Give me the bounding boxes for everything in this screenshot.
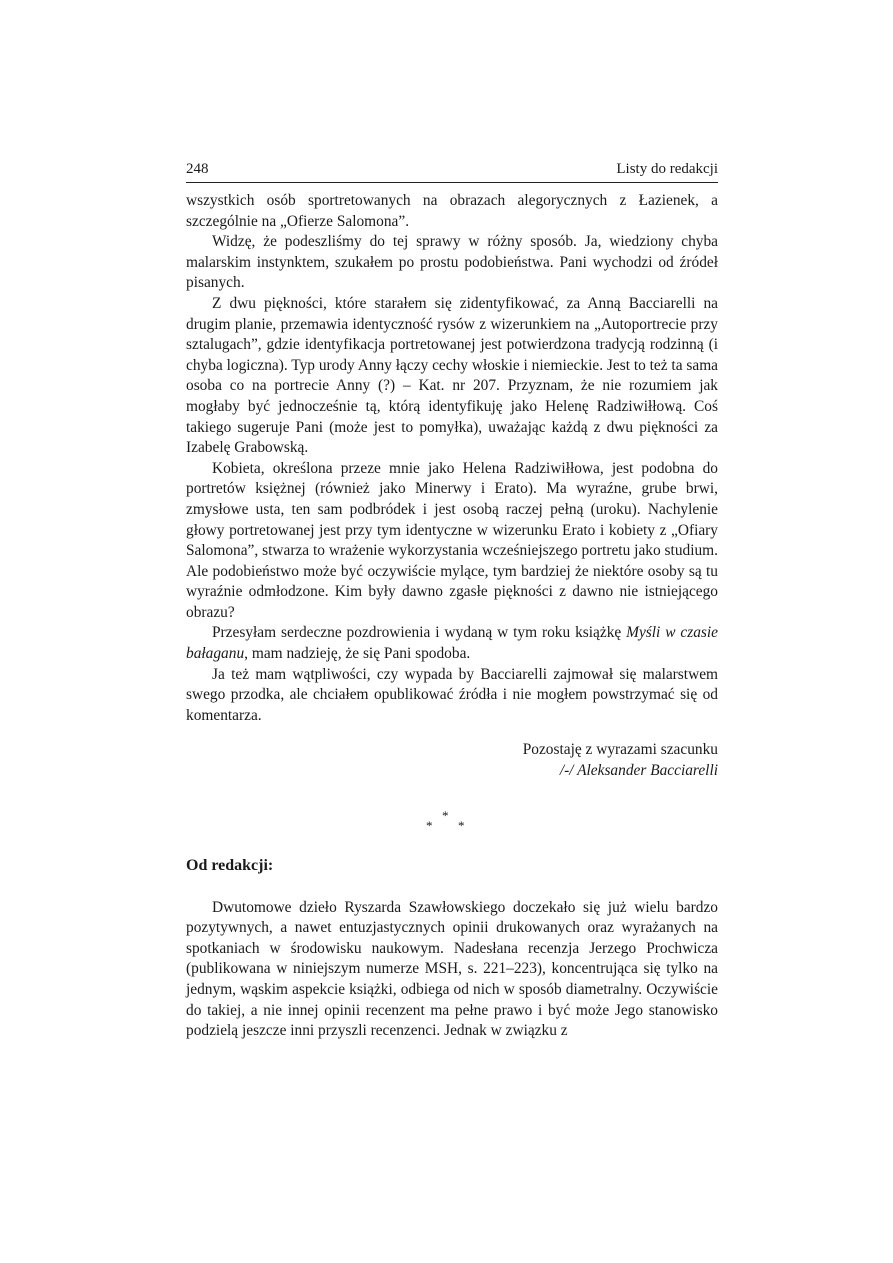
asterisk-left: * bbox=[426, 817, 433, 833]
running-title: Listy do redakcji bbox=[616, 161, 718, 177]
letter-paragraph-1: wszystkich osób sportretowanych na obrazach alegorycznych z Łazienek, a szczególnie na „Ofierze Salomona”. bbox=[186, 192, 718, 230]
asterisk-right: * bbox=[458, 817, 465, 833]
asterism-separator bbox=[186, 808, 718, 838]
section-heading: Od redakcji: bbox=[186, 856, 274, 874]
page-number: 248 bbox=[186, 161, 209, 177]
p5-text-before: Przesyłam serdeczne pozdrowienia i wydaną w tym roku książkę bbox=[212, 624, 627, 642]
letter-paragraph-2: Widzę, że podeszliśmy do tej sprawy w różny sposób. Ja, wiedziony chyba malarskim instynktem, szukałem po prostu podobieństwa. Pani wychodzi od źródeł pisanych. bbox=[186, 233, 718, 292]
letter-closing bbox=[186, 740, 718, 781]
running-head bbox=[186, 160, 718, 183]
letter-paragraph-3: Z dwu piękności, które starałem się zidentyfikować, za Anną Bacciarelli na drugim planie, przemawia identyczność rysów z wizerunkiem na „Autoportrecie przy sztalugach”, gdzie identyfikacja portretowanej jest potwierdzona tradycją rodzinną (i chyba logiczna). Typ urody Anny łączy cechy włoskie i niemieckie. Jest to też ta sama osoba co na portrecie Anny (?) – Kat. nr 207. Przyznam, że nie rozumiem jak mogłaby być jednocześnie tą, którą identyfikuję jako Helenę Radziwiłłową. Coś takiego sugeruje Pani (może jest to pomyłka), uważając każdą z dwu piękności za Izabelę Grabowską. bbox=[186, 294, 719, 457]
page bbox=[186, 160, 718, 1042]
letter-paragraph-6: Ja też mam wątpliwości, czy wypada by Bacciarelli zajmował się malarstwem swego przodka, ale chciałem opublikować źródła i nie mogłem powstrzymać się od komentarza. bbox=[186, 665, 718, 724]
closing-formula: Pozostaję z wyrazami szacunku bbox=[522, 741, 718, 759]
letter-paragraph-4: Kobieta, określona przeze mnie jako Helena Radziwiłłowa, jest podobna do portretów księżnej (również jako Minerwy i Erato). Ma wyraźne, grube brwi, zmysłowe usta, ten sam podbródek i jest osobą raczej pełną (uroku). Nachylenie głowy portretowanej jest przy tym identyczne w wizerunku Erato i kobiety z „Ofiary Salomona”, stwarza to wrażenie wykorzystania wcześniejszego portretu jako studium. Ale podobieństwo może być oczywiście mylące, tym bardziej że niektóre osoby są tu wyraźnie odmłodzone. Kim były dawno zgasłe piękności z dawno nie istniejącego obrazu? bbox=[186, 459, 718, 621]
asterisk-top: * bbox=[442, 807, 449, 823]
letter-paragraph-5 bbox=[186, 623, 718, 664]
editorial-body bbox=[186, 898, 718, 1042]
signature: /-/ Aleksander Bacciarelli bbox=[559, 762, 718, 780]
letter-body bbox=[186, 191, 718, 726]
book-title: Myśli w czasie bałaganu bbox=[186, 624, 718, 663]
p5-text-after: , mam nadzieję, że się Pani spodoba. bbox=[244, 645, 471, 663]
editorial-paragraph-1: Dwutomowe dzieło Ryszarda Szawłowskiego doczekało się już wielu bardzo pozytywnych, a nawet entuzjastycznych opinii drukowanych oraz wyrażanych na spotkaniach w środowisku naukowym. Nadesłana recenzja Jerzego Prochwicza (publikowana w niniejszym numerze MSH, s. 221–223), koncentrująca się tylko na jednym, wąskim aspekcie książki, odbiega od nich w sposób diametralny. Oczywiście do takiej, a nie innej opinii recenzent ma pełne prawo i być może Jego stanowisko podzielą jeszcze inni przyszli recenzenci. Jednak w związku z bbox=[186, 898, 718, 1040]
